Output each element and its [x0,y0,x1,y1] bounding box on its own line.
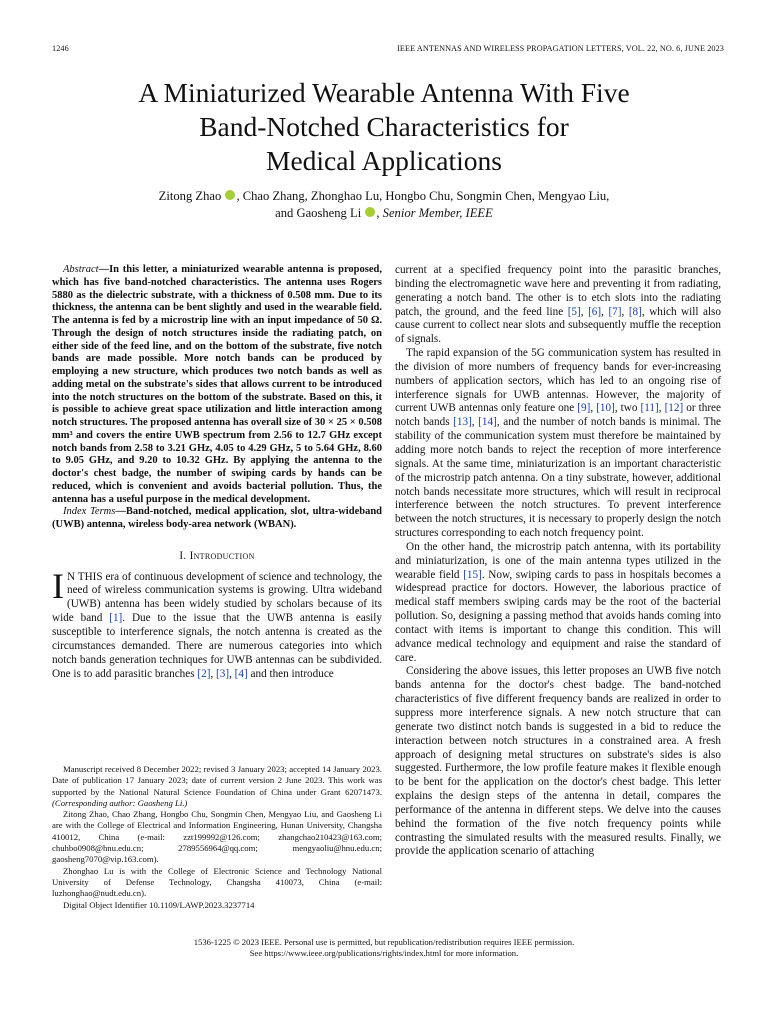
index-terms-lead: Index Terms [63,506,116,518]
right-paragraph-4: Considering the above issues, this letter proposes an UWB five notch bands antenna for the doctor's chest badge. The band-notched characteristics of five different frequency bands are realized in order to suppress more interference signals. A new notch structure that can generate two distinct notch bands is suggested in a bid to reduce the interaction between notch structures in a constrained area. A fresh approach of designing metal structures on substrate's sides is also suggested. Furthermore, the low profile feature makes it flexible enough to be bent for the application on the doctor's chest badge. This letter explains the design steps of the antenna in detail, compares the performance of the antenna in different steps. We delve into the causes behind the formation of the five notch frequency points while contrasting the simulated results with the measured results. Finally, we provide the application scenario of attaching [395,665,721,858]
title-line-2: Band-Notched Characteristics for [199,111,569,142]
author-list [60,188,708,222]
footnote-affiliation-2: Zhonghao Lu is with the College of Electronic Science and Technology National University of Defense Technology, Changsha 410073, China (e-mail: luzhonghao@nudt.edu.cn). [52,865,382,899]
citation-11[interactable]: [11] [640,402,659,415]
page-number: 1246 [52,44,69,53]
senior-member-label: Senior Member, IEEE [382,206,493,220]
corresponding-author: (Corresponding author: Gaosheng Li.) [52,797,188,808]
citation-9[interactable]: [9] [577,402,591,415]
intro-paragraph-1: I N THIS era of continuous development of science and technology, the need of wireless communication systems is growing. Ultra wideband (UWB) antenna has been widely studied by scholars because of its wide band [1]. Due to the issue that the UWB antenna is easily susceptible to interference signals, the notch antenna is created as the circumstances demanded. There are numerous categories into which notch bands generation techniques for UWB antennas can be subdivided. One is to add parasitic branches [2], [3], [4] and then introduce [52,565,382,680]
drop-cap: I [52,565,64,606]
right-text-2d: , and the number of notch bands is minimal. The stability of the communication system must therefore be maintained by adding more notch bands to reject the reception of more interference signals. At the same time, miniaturization is an important characteristic of the microstrip patch antenna. On a tiny substrate, however, additional notch bands necessitate more structures, which will result in reciprocal interference between the notch structures. To prevent interference between the notch structures, it is necessary to properly design the notch structures corresponding to each notch frequency point. [395,416,722,540]
index-terms [52,506,382,532]
author-line-1-rest: , Chao Zhang, Zhonghao Lu, Hongbo Chu, Songmin Chen, Mengyao Liu, [236,189,610,203]
citation-13[interactable]: [13] [453,416,472,429]
author-zitong-zhao: Zitong Zhao [158,189,222,203]
citation-12[interactable]: [12] [664,402,684,415]
right-text-2a: The rapid expansion of the 5G communication system has resulted in the division of more numbers of frequency bands for ever-increasing numbers of application sectors, which has led to an ongoing rise of interference signals for UWB antennas. However, the majority of current UWB antennas only feature one [395,347,721,415]
copyright-line-2: See https://www.ieee.org/publications/rights/index.html for more information. [249,948,519,958]
right-paragraph-3 [395,541,721,666]
abstract [52,264,382,506]
citation-14[interactable]: [14] [478,416,497,429]
index-terms-text: —Band-notched, medical application, slot, ultra-wideband (UWB) antenna, wireless body-area network (WBAN). [52,506,382,530]
right-text-1b: , which will also cause current to collect near slots and subsequently muffle the reception of signals. [395,305,722,346]
orcid-icon[interactable] [365,207,375,217]
paper-title [0,76,768,178]
right-text-2c: or three notch bands [395,402,721,429]
footnote-manuscript [52,764,382,809]
citation-10[interactable]: [10] [596,402,615,415]
author-separator: , [376,206,383,220]
copyright-notice [0,937,768,959]
citation-8[interactable]: [8] [628,305,642,318]
citation-7[interactable]: [7] [608,305,622,318]
section-numeral: I. [179,549,187,562]
right-text-3a: On the other hand, the microstrip patch antenna, with its portability and miniaturization, is one of the main antenna types utilized in the wearable field [395,540,721,581]
section-heading-introduction [52,550,382,564]
abstract-lead: Abstract [63,264,99,275]
citation-2[interactable]: [2] [197,667,211,680]
footnote-manuscript-text: Manuscript received 8 December 2022; revised 3 January 2023; accepted 14 January 2023. Date of publication 17 January 2023; date of current version 2 June 2023. This work was supported by the National Natural Science Foundation of China under Grant 62071473. [52,764,382,797]
abstract-text: —In this letter, a miniaturized wearable antenna is proposed, which has five band-notched characteristics. The antenna uses Rogers 5880 as the dielectric substrate, with a thickness of 0.508 mm. Due to its thickness, the antenna can be bent slightly and used in the wearable field. The antenna is fed by a microstrip line with an input impedance of 50 Ω. Through the design of notch structures inside the radiating patch, on either side of the feed line, and on the bottom of the substrate, five notch bands are made possible. More notch bands can be produced by employing a new structure, which produces two notch bands as well as adding metal on the substrate's sides that allows current to be introduced into the notch structures on the bottom of the substrate. Based on this, it is possible to achieve great space utilization and little interaction among notch structures. The proposed antenna has overall size of 30 × 25 × 0.508 mm³ and covers the entire UWB spectrum from 2.56 to 12.7 GHz except notch bands from 2.58 to 3.21 GHz, 4.05 to 4.29 GHz, 5 to 5.64 GHz, 8.60 to 9.05 GHz, and 9.20 to 10.32 GHz. By applying the antenna to the doctor's chest badge, the number of swiping cards by hands can be reduced, which is convenient and avoids bacterial pollution. Thus, the antenna has a useful purpose in the medical development. [52,264,382,505]
right-column [395,264,721,859]
intro-text-a: N THIS era of continuous development of science and technology, the need of wireless communication systems is growing. Ultra wideband (UWB) antenna has been widely studied by scholars because of its wide band [52,570,382,625]
right-text-1a: current at a specified frequency point into the parasitic branches, binding the electromagnetic wave here and preventing it from radiating, generating a notch band. The other is to etch slots into the radiating patch, the ground, and the feed line [395,264,721,318]
citation-1[interactable]: [1] [109,612,123,625]
intro-text-b: . Due to the issue that the UWB antenna is easily susceptible to interference signals, the notch antenna is created as the circumstances demanded. There are numerous categories into which notch bands generation techniques for UWB antennas can be subdivided. One is to add parasitic branches [52,612,382,680]
right-text-3b: . Now, swiping cards to pass in hospitals becomes a widespread practice for doctors. However, the laborious practice of medical staff members swiping cards may be the root of the bacterial pollution. So, designing a passing method that avoids hands coming into contact with items is important to change this condition. This will advance medical technology and equipment and raise the standard of care. [395,568,721,664]
copyright-line-1: 1536-1225 © 2023 IEEE. Personal use is permitted, but republication/redistribution requires IEEE permission. [193,937,575,947]
right-text-2b: , two [614,402,641,415]
footnotes [52,764,382,911]
left-column [52,264,382,681]
section-title: Introduction [189,549,255,562]
footnote-affiliation-1: Zitong Zhao, Chao Zhang, Hongbo Chu, Songmin Chen, Mengyao Liu, and Gaosheng Li are with the College of Electrical and Information Engineering, Hunan University, Changsha 410012, China (e-mail: zzt199992@126.com; zhangchao210423@163.com; chuhbo0908@hnu.edu.cn; 2789556964@qq.com; mengyaoliu@hnu.edu.cn; gaosheng7070@vip.163.com). [52,809,382,865]
journal-header: IEEE ANTENNAS AND WIRELESS PROPAGATION LETTERS, VOL. 22, NO. 6, JUNE 2023 [397,44,724,53]
footnote-doi: Digital Object Identifier 10.1109/LAWP.2023.3237714 [63,899,255,910]
intro-text-c: and then introduce [247,667,334,680]
citation-5[interactable]: [5] [567,305,581,318]
citation-15[interactable]: [15] [463,568,482,581]
citation-6[interactable]: [6] [588,305,602,318]
title-line-3: Medical Applications [266,145,502,176]
title-line-1: A Miniaturized Wearable Antenna With Five [138,77,630,108]
orcid-icon[interactable] [225,190,235,200]
right-paragraph-1: current at a specified frequency point into the parasitic branches, binding the electromagnetic wave here and preventing it from radiating, generating a notch band. The other is to etch slots into the radiating patch, the ground, and the feed line [5], [6], [7], [8], which will also cause current to collect near slots and subsequently muffle the reception of signals. [395,264,722,346]
author-gaosheng-li: and Gaosheng Li [275,206,362,220]
right-paragraph-2: The rapid expansion of the 5G communication system has resulted in the division of more numbers of frequency bands for ever-increasing numbers of application sectors, which has led to an ongoing rise of interference signals for UWB antennas. However, the majority of current UWB antennas only feature one [9], [10], two [11], [12] or three notch bands [13], [14], and the number of notch bands is minimal. The stability of the communication system must therefore be maintained by adding more notch bands to reject the reception of more interference signals. At the same time, miniaturization is an important characteristic of the microstrip patch antenna. On a tiny substrate, however, additional notch bands necessitate more structures, which will result in reciprocal interference between the notch structures. To prevent interference between the notch structures, it is necessary to properly design the notch structures corresponding to each notch frequency point. [395,347,722,540]
citation-4[interactable]: [4] [234,667,248,680]
citation-3[interactable]: [3] [216,667,230,680]
